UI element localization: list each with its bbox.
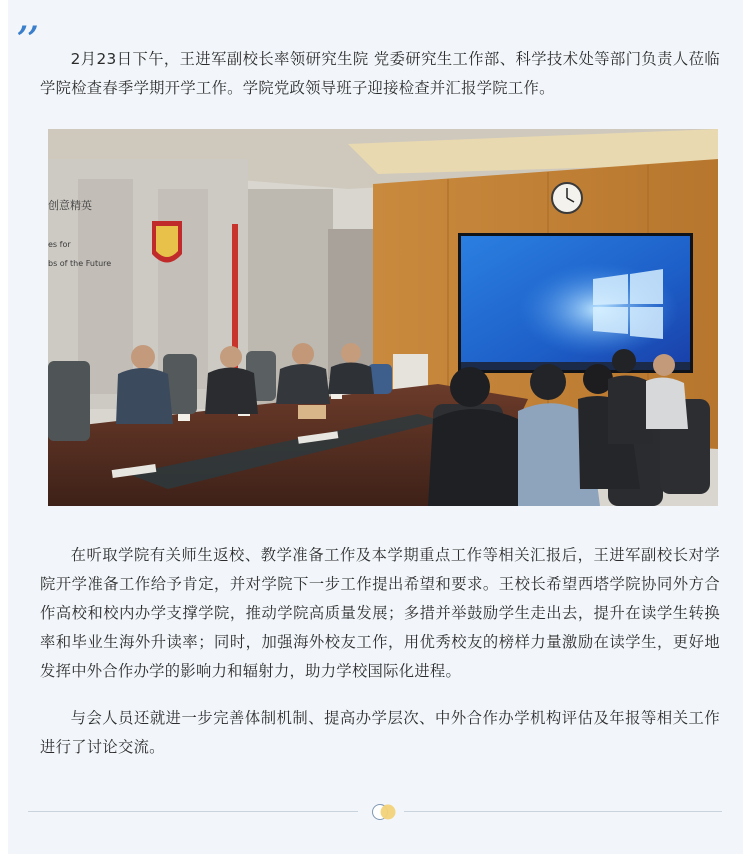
- paragraph-closing: 与会人员还就进一步完善体制机制、提高办学层次、中外合作办学机构评估及年报等相关工作进行了讨论交流。: [40, 709, 720, 756]
- meeting-photo: [48, 129, 718, 506]
- paragraph-intro: 2月23日下午，王进军副校长率领研究生院 党委研究生工作部、科学技术处等部门负责人莅临学院检查春季学期开学工作。学院党政领导班子迎接检查并汇报学院工作。: [40, 50, 720, 97]
- footer-divider-left: [28, 811, 358, 812]
- photo-wall-text-1: 创意精英: [48, 199, 92, 212]
- photo-wall-text-2: es for: [48, 240, 71, 249]
- quote-mark-icon: ,,: [18, 3, 39, 38]
- paragraph-main: 在听取学院有关师生返校、教学准备工作及本学期重点工作等相关汇报后，王进军副校长对学院开学准备工作给予肯定，并对学院下一步工作提出希望和要求。王校长希望西塔学院协同外方合作高校和校内办学支撑学院，推动学院高质量发展；多措并举鼓励学生走出去，提升在读学生转换率和毕业生海外升读率；同时，加强海外校友工作，用优秀校友的榜样力量激励在读学生，更好地发挥中外合作办学的影响力和辐射力，助力学校国际化进程。: [40, 546, 720, 680]
- footer-ornament-icon: [369, 803, 399, 821]
- photo-wall-text-3: bs of the Future: [48, 259, 112, 268]
- footer-divider-right: [404, 811, 722, 812]
